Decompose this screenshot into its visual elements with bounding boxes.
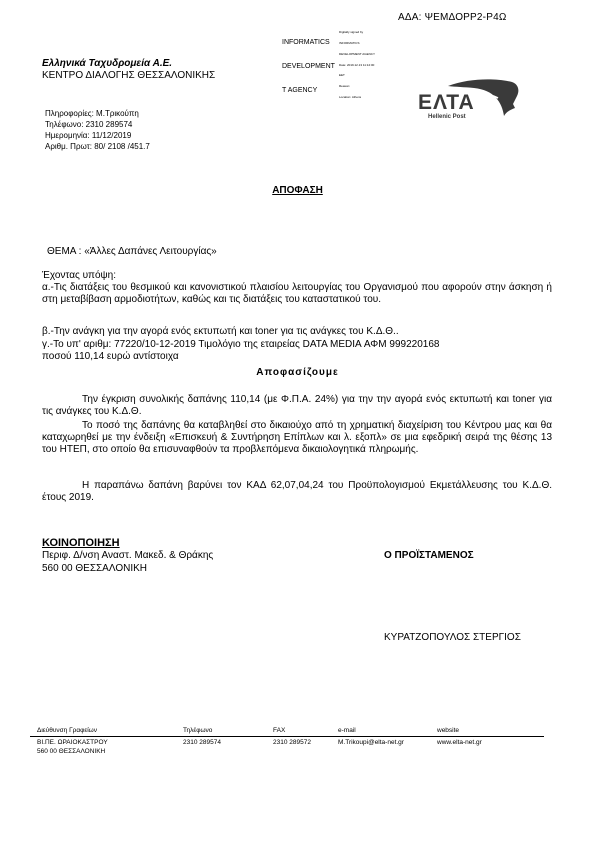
meta-date: Ημερομηνία: 11/12/2019 [45,131,132,140]
stamp-left-line: INFORMATICS [282,39,330,46]
stamp-right-line: Date: 2019.12.13 11:12:00 [339,62,375,67]
footer-website[interactable]: www.elta-net.gr [437,739,482,746]
stamp-right-line: DEVELOPMENT AGENCY [339,51,375,56]
notification-line-2: 560 00 ΘΕΣΣΑΛΟΝΙΚΗ [42,563,147,574]
stamp-right-line: Reason: [339,84,351,89]
footer-address: ΒΙ.ΠΕ. ΩΡΑΙΟΚΑΣΤΡΟΥ [37,739,108,746]
meta-protocol: Αριθμ. Πρωτ: 80/ 2108 /451.7 [45,142,150,151]
considering-b: β.-Την ανάγκη για την αγορά ενός εκτυπωτή και toner για τις ανάγκες του Κ.Δ.Θ.. [42,326,399,337]
footer-divider [30,736,544,737]
footer-phone: 2310 289574 [183,739,221,746]
considering-heading: Έχοντας υπόψη: [42,270,116,281]
footer-header-address: Διεύθυνση Γραφείων [37,727,98,734]
footer-fax: 2310 289572 [273,739,311,746]
meta-info: Πληροφορίες: Μ.Τρικούπη [45,109,139,118]
document-title: ΑΠΟΦΑΣΗ [272,185,323,196]
considering-a: α.-Τις διατάξεις του θεσμικού και κανονιστικού πλαισίου λειτουργίας του Οργανισμού που αφορούν στην άσκηση ή στη μεταβίβαση αρμοδιοτήτων, καθώς και τις διατάξεις του καταστατικού του. [42,282,552,305]
stamp-left-line: DEVELOPMENT [282,63,335,70]
footer-header-fax: FAX [273,727,286,734]
logo-tagline: Hellenic Post [428,114,466,120]
footer-address-line-2: 560 00 ΘΕΣΣΑΛΟΝΙΚΗ [37,748,106,755]
document-subject: ΘΕΜΑ : «Άλλες Δαπάνες Λειτουργίας» [47,246,217,257]
stamp-right-text [339,24,375,107]
stamp-left-line: T AGENCY [282,87,318,94]
meta-phone: Τηλέφωνο: 2310 289574 [45,120,133,129]
stamp-left-text [282,23,335,111]
organization-division: ΚΕΝΤΡΟ ΔΙΑΛΟΓΗΣ ΘΕΣΣΑΛΟΝΙΚΗΣ [42,70,216,81]
organization-name: Ελληνικά Ταχυδρομεία Α.Ε. [42,58,173,69]
decide-heading: Αποφασίζουμε [256,367,339,378]
signatory-name: ΚΥΡΑΤΖΟΠΟΥΛΟΣ ΣΤΕΡΓΙΟΣ [384,632,521,643]
footer-header-email: e-mail [338,727,356,734]
elta-logo [414,76,524,124]
considering-c1: γ.-Το υπ' αριθμ: 77220/10-12-2019 Τιμολόγιο της εταιρείας DATA MEDIA ΑΦΜ 999220168 [42,339,440,350]
notification-heading: ΚΟΙΝΟΠΟΙΗΣΗ [42,537,120,549]
stamp-right-line: INFORMATICS [339,40,360,45]
decision-paragraph-3: Η παραπάνω δαπάνη βαρύνει τον ΚΑΔ 62,07,04,24 του Προϋπολογισμού Εκμετάλλευσης του Κ.Δ.Θ. έτους 2019. [42,480,552,503]
footer-email[interactable]: M.Trikoupi@elta-net.gr [338,739,404,746]
stamp-right-line: Digitally signed by [339,30,364,35]
logo-brand: ΕΛΤΑ [418,91,475,114]
signatory-role: Ο ΠΡΟΪΣΤΑΜΕΝΟΣ [384,550,474,561]
ada-code: ΑΔΑ: ΨΕΜΔΟΡΡ2-Ρ4Ω [398,12,507,23]
stamp-right-line: EET [339,73,345,78]
decision-paragraph-2: Το ποσό της δαπάνης θα καταβληθεί στο δικαιούχο από τη χρηματική διαχείριση του Κέντρου μας και θα καταχωρηθεί με την ένδειξη «Επισκευή & Συντήρηση Επίπλων και λ. εξοπλ» σε μια εφεδρική σειρά της θέσης 13 του ΗΤΕΠ, στο οποίο θα επισυναφθούν τα προβλεπόμενα δικαιολογητικά πληρωμής. [42,420,552,455]
decision-paragraph-1: Την έγκριση συνολικής δαπάνης 110,14 (με Φ.Π.Α. 24%) για την την αγορά ενός εκτυπωτή και toner για τις ανάγκες του Κ.Δ.Θ. [42,394,552,417]
stamp-right-line: Location: Athens [339,94,362,99]
footer-header-website: website [437,727,460,734]
considering-c2: ποσού 110,14 ευρώ αντίστοιχα [42,351,179,362]
footer-header-phone: Τηλέφωνο [183,727,213,734]
notification-line-1: Περιφ. Δ/νση Αναστ. Μακεδ. & Θράκης [42,550,214,561]
